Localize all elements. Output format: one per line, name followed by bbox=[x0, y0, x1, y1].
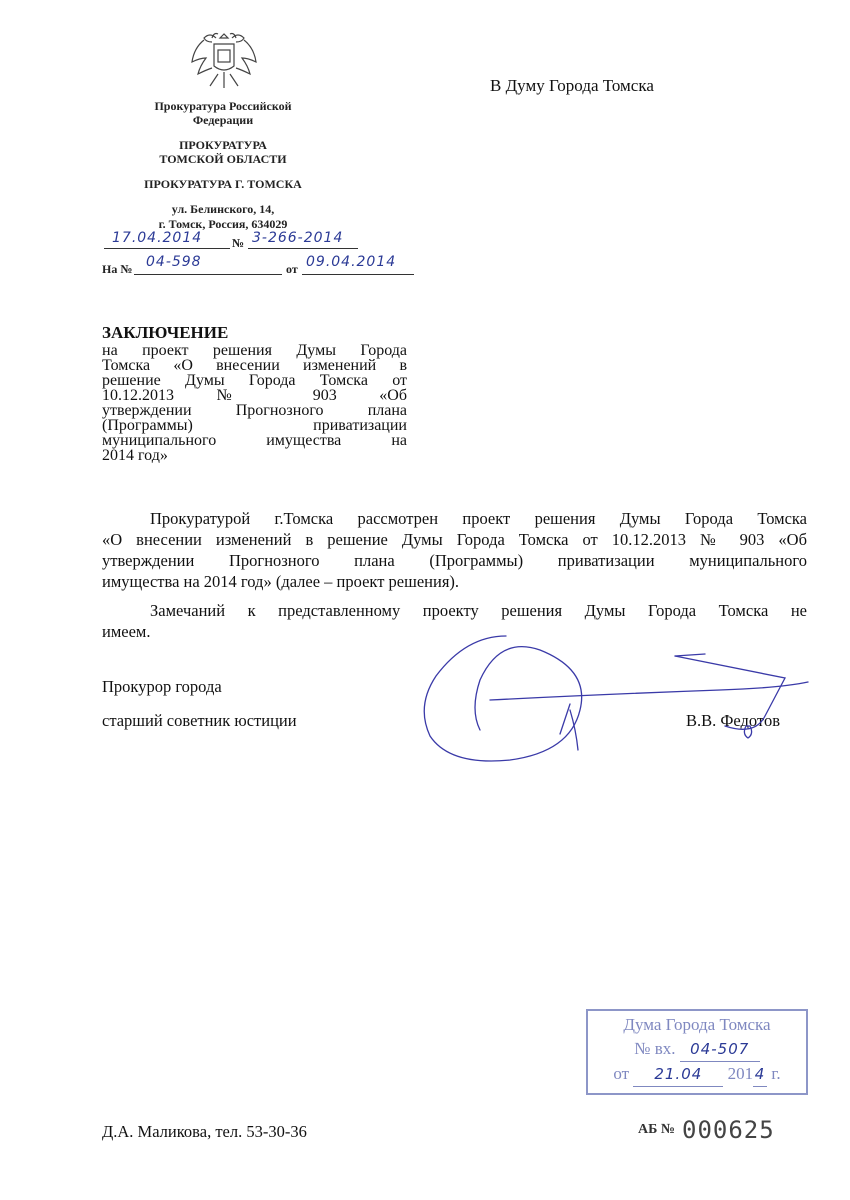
stamp-in-label: № вх. bbox=[634, 1039, 676, 1058]
stamp-date: 21.04 bbox=[633, 1062, 723, 1087]
reg-date: 17.04.2014 bbox=[112, 230, 203, 246]
conclusion-subtitle-line: муниципального имущества на bbox=[102, 432, 407, 449]
org-name-line2: Федерации bbox=[192, 113, 254, 127]
stamp-from-label: от bbox=[613, 1064, 630, 1083]
signer-name: В.В. Федотов bbox=[686, 711, 780, 730]
ref-prefix: На № bbox=[102, 262, 133, 276]
executor-contact: Д.А. Маликова, тел. 53-30-36 bbox=[102, 1122, 307, 1141]
stamp-title: Дума Города Томска bbox=[623, 1015, 771, 1034]
org-name-line5: ПРОКУРАТУРА Г. ТОМСКА bbox=[144, 177, 302, 191]
ref-date: 09.04.2014 bbox=[306, 254, 397, 270]
form-series-label: АБ № bbox=[638, 1122, 675, 1137]
reg-number: 3-266-2014 bbox=[252, 230, 344, 246]
conclusion-subtitle-line: на проект решения Думы Города bbox=[102, 342, 407, 359]
conclusion-subtitle-line: Томска «О внесении изменений в bbox=[102, 357, 407, 374]
org-name-line3: ПРОКУРАТУРА bbox=[179, 138, 267, 152]
stamp-year-suffix: г. bbox=[771, 1064, 781, 1083]
body-line: утверждении Прогнозного плана (Программы) приватизации муниципального bbox=[102, 551, 807, 570]
body-line: имеем. bbox=[102, 622, 151, 641]
stamp-in-row bbox=[588, 1037, 806, 1062]
conclusion-subtitle-line: (Программы) приватизации bbox=[102, 417, 407, 434]
signer-position-2: старший советник юстиции bbox=[102, 711, 297, 730]
conclusion-title: ЗАКЛЮЧЕНИЕ bbox=[102, 323, 229, 342]
address-line1: ул. Белинского, 14, bbox=[171, 202, 275, 216]
address-line2: г. Томск, Россия, 634029 bbox=[158, 217, 288, 231]
stamp-in-number: 04-507 bbox=[680, 1037, 760, 1062]
org-name-line4: ТОМСКОЙ ОБЛАСТИ bbox=[159, 152, 287, 166]
reg-number-prefix: № bbox=[232, 236, 245, 250]
body-line: «О внесении изменений в решение Думы Города Томска от 10.12.2013 № 903 «Об bbox=[102, 530, 807, 549]
addressee: В Думу Города Томска bbox=[490, 76, 654, 95]
conclusion-subtitle-line: утверждении Прогнозного плана bbox=[102, 402, 407, 419]
conclusion-subtitle bbox=[102, 343, 407, 463]
ref-from-label: от bbox=[286, 262, 298, 276]
incoming-stamp bbox=[586, 1009, 808, 1095]
ref-number: 04-598 bbox=[146, 254, 202, 270]
conclusion-subtitle-line: 10.12.2013 № 903 «Об bbox=[102, 387, 407, 404]
conclusion-subtitle-line: 2014 год» bbox=[102, 447, 168, 464]
body-paragraph-1 bbox=[102, 508, 807, 592]
body-line: Замечаний к представленному проекту решения Думы Города Томска не bbox=[150, 601, 807, 620]
stamp-year-digit: 4 bbox=[753, 1062, 767, 1087]
stamp-date-row bbox=[588, 1062, 806, 1087]
body-line: Прокуратурой г.Томска рассмотрен проект решения Думы Города Томска bbox=[150, 509, 807, 528]
conclusion-subtitle-line: решение Думы Города Томска от bbox=[102, 372, 407, 389]
double-headed-eagle-emblem-icon bbox=[188, 28, 260, 92]
form-serial-number: 000625 bbox=[682, 1116, 775, 1144]
signer-position-1: Прокурор города bbox=[102, 677, 222, 696]
stamp-year-prefix: 201 bbox=[727, 1064, 754, 1083]
body-line: имущества на 2014 год» (далее – проект решения). bbox=[102, 572, 460, 591]
handwritten-signature-icon bbox=[420, 630, 810, 765]
org-name-line1: Прокуратура Российской bbox=[154, 99, 292, 113]
